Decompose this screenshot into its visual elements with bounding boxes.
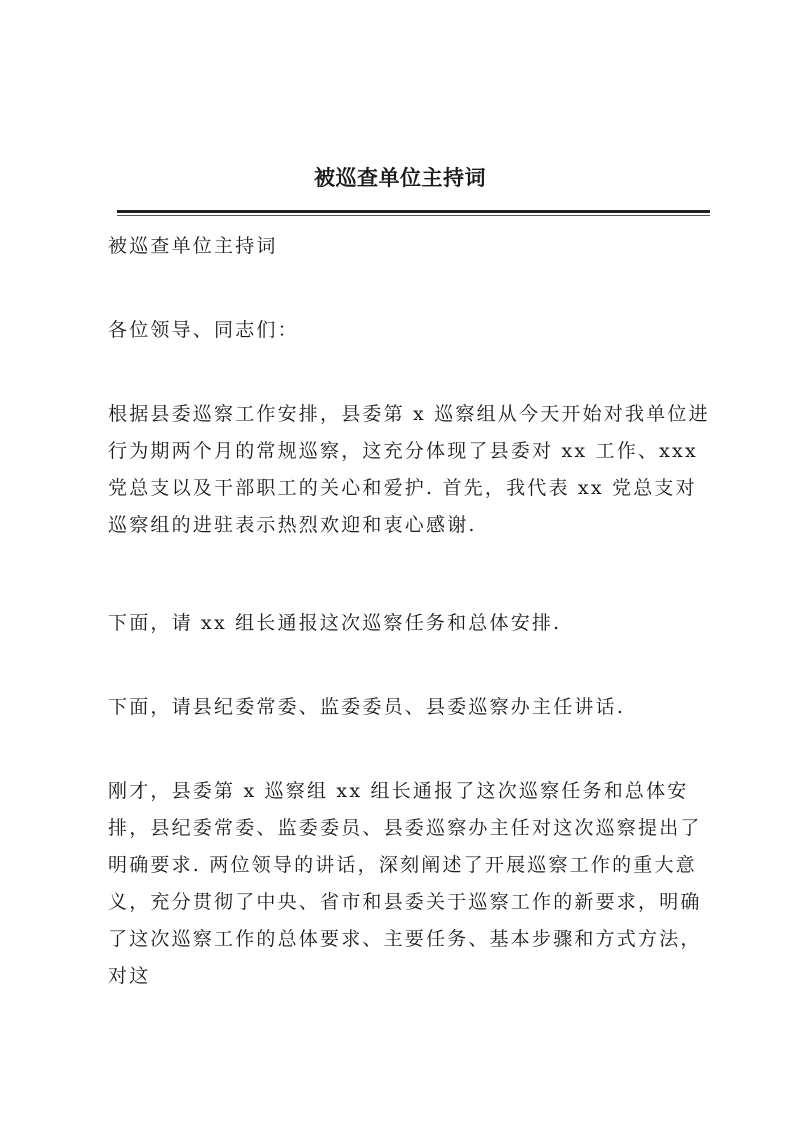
page-title: 被巡查单位主持词 bbox=[314, 166, 486, 190]
paragraph-summary: 刚才，县委第 x 巡察组 xx 组长通报了这次巡察任务和总体安排，县纪委常委、监委委员、县委巡察办主任对这次巡察提出了明确要求. 两位领导的讲话，深刻阐述了开展巡察工作的重大意义，充分贯彻了中央、省市和县委关于巡察工作的新要求，明确了这次巡察工作的总体要求、主要任务、基本步骤和方式方法，对这 bbox=[108, 780, 702, 987]
paragraph-opening: 根据县委巡察工作安排，县委第 x 巡察组从今天开始对我单位进行为期两个月的常规巡察，这充分体现了县委对 xx 工作、xxx 党总支以及干部职工的关心和爱护. 首先，我代表 xx 党总支对巡察组的进驻表示热烈欢迎和衷心感谢. bbox=[108, 403, 710, 536]
paragraph-speech: 下面，请县纪委常委、监委委员、县委巡察办主任讲话. bbox=[108, 696, 626, 718]
title-divider-thin bbox=[117, 215, 710, 216]
paragraph-heading: 被巡查单位主持词 bbox=[108, 235, 278, 257]
title-divider bbox=[117, 210, 710, 213]
paragraph-greeting: 各位领导、同志们： bbox=[108, 319, 299, 341]
paragraph-task-briefing: 下面，请 xx 组长通报这次巡察任务和总体安排. bbox=[108, 612, 562, 634]
